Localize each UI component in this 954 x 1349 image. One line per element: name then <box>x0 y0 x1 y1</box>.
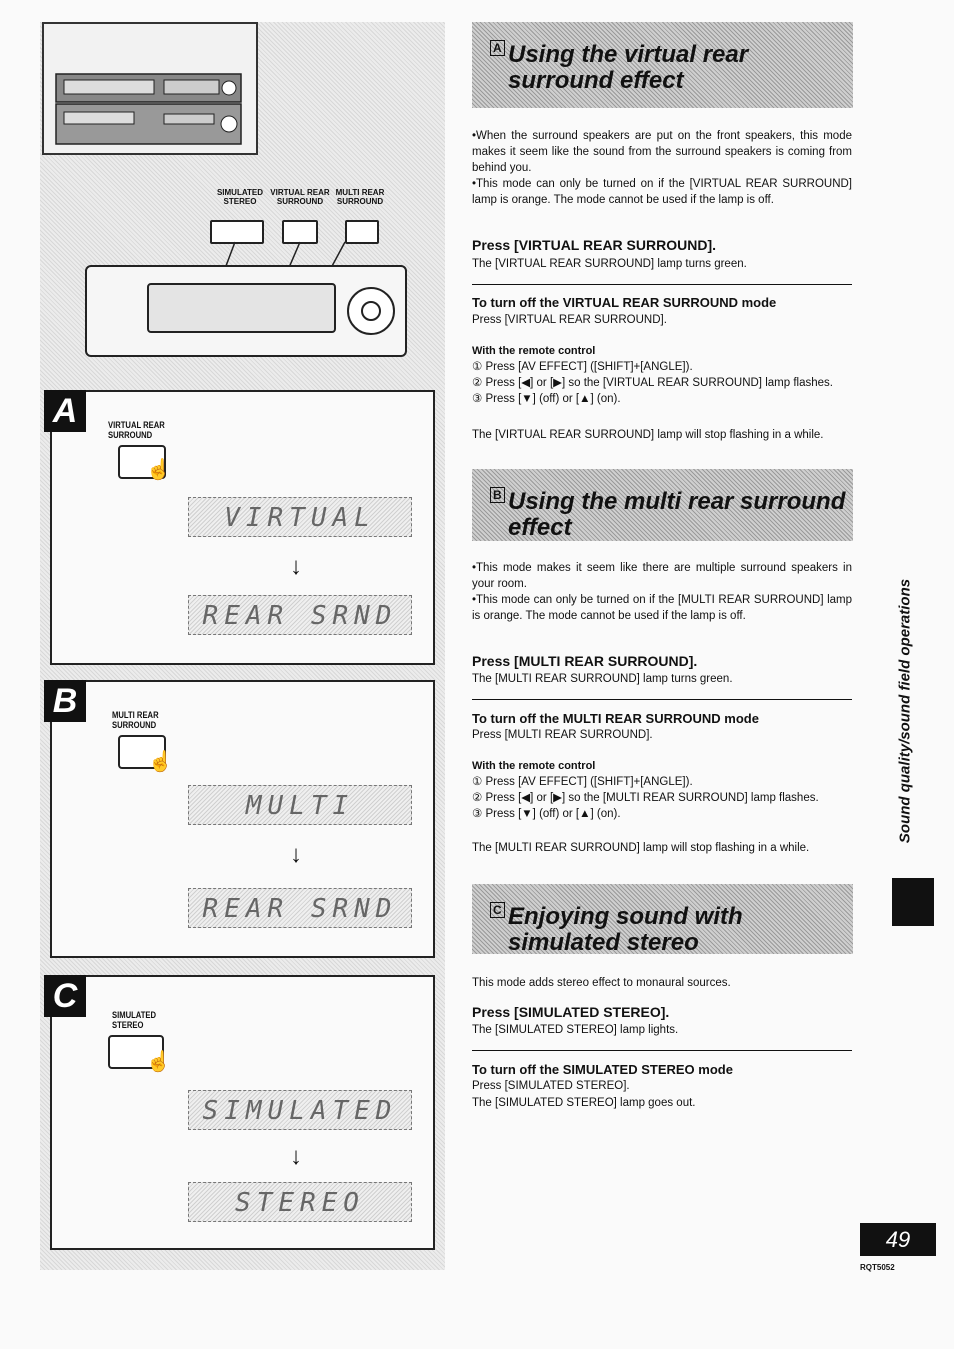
volume-knob-icon <box>347 287 395 335</box>
section-a-remote-steps <box>472 359 852 407</box>
pressing-hand-icon: ☝ <box>146 459 171 481</box>
section-b-off-text: Press [MULTI REAR SURROUND]. <box>472 729 653 741</box>
section-b-header <box>472 469 853 541</box>
document-code: RQT5052 <box>860 1263 895 1272</box>
section-c-off-heading: To turn off the SIMULATED STEREO mode <box>472 1062 733 1077</box>
panel-b-button-label-line1: MULTI REAR <box>112 710 159 720</box>
panel-a-display-before: VIRTUAL <box>188 497 412 537</box>
section-c-badge: C <box>490 902 505 918</box>
panel-c-button-label-line1: SIMULATED <box>112 1010 157 1020</box>
system-thumbnail <box>42 22 258 155</box>
arrow-down-icon: ↓ <box>290 1143 302 1170</box>
section-a-badge: A <box>490 40 505 56</box>
section-c-title-text: Enjoying sound with simulated stereo <box>508 903 743 956</box>
arrow-down-icon: ↓ <box>290 553 302 580</box>
section-a-bullet-1: •When the surround speakers are put on the front speakers, this mode makes it seem like the sound from the surround speakers is coming from behind you. <box>472 130 852 174</box>
section-b-badge: B <box>490 487 505 503</box>
section-b-bullet-2-text: This mode can only be turned on if the [MULTI REAR SURROUND] lamp is orange. The mode cannot be used if the lamp is off. <box>472 594 852 622</box>
panel-c-button-label-line2: STEREO <box>112 1020 144 1030</box>
section-a-off-heading: To turn off the VIRTUAL REAR SURROUND mode <box>472 295 777 310</box>
unit-label-line: VIRTUAL REAR <box>270 188 330 197</box>
section-b-press-result: The [MULTI REAR SURROUND] lamp turns green. <box>472 673 733 685</box>
section-c-intro: This mode adds stereo effect to monaural sources. <box>472 977 731 989</box>
section-a-title-text: Using the virtual rear surround effect <box>508 41 749 94</box>
section-c-off-result: The [SIMULATED STEREO] lamp goes out. <box>472 1097 696 1109</box>
panel-a-letter: A <box>44 390 86 432</box>
panel-c-letter: C <box>44 975 86 1017</box>
section-b-remote-heading: With the remote control <box>472 760 596 772</box>
section-b-bullet-1: •This mode makes it seem like there are multiple surround speakers in your room. <box>472 562 852 590</box>
panel-c-button-label <box>112 1010 156 1030</box>
panel-b-display-after: REAR SRND <box>188 888 412 928</box>
section-a-divider <box>472 284 852 285</box>
section-b-press-heading: Press [MULTI REAR SURROUND]. <box>472 653 698 669</box>
unit-label-line: SURROUND <box>336 197 384 206</box>
panel-b-letter: B <box>44 680 86 722</box>
unit-display-window <box>147 283 336 333</box>
unit-label-multi-rear-surround <box>330 188 390 206</box>
section-b-title <box>490 479 846 541</box>
section-b-bullet-2: •This mode can only be turned on if the [MULTI REAR SURROUND] lamp is orange. The mode cannot be used if the lamp is off. <box>472 594 852 622</box>
section-a-press-result: The [VIRTUAL REAR SURROUND] lamp turns green. <box>472 258 747 270</box>
stereo-system-icon <box>44 24 256 153</box>
section-a-bullet-1-text: When the surround speakers are put on the front speakers, this mode makes it seem like the sound from the surround speakers is coming from behind you. <box>472 130 852 174</box>
unit-label-line: STEREO <box>223 197 257 206</box>
section-c-header <box>472 884 853 954</box>
section-b-remote-steps <box>472 774 852 822</box>
section-a-remote-heading: With the remote control <box>472 345 596 357</box>
side-tab-marker <box>892 878 934 926</box>
remote-step: ② Press [◀] or [▶] so the [VIRTUAL REAR SURROUND] lamp flashes. <box>472 377 833 389</box>
side-tab-text: Sound quality/sound field operations <box>896 578 914 844</box>
unit-label-simulated-stereo <box>210 188 270 206</box>
remote-step: ① Press [AV EFFECT] ([SHIFT]+[ANGLE]). <box>472 776 693 788</box>
pressing-hand-icon: ☝ <box>148 751 173 773</box>
section-a-bullet-2: •This mode can only be turned on if the [VIRTUAL REAR SURROUND] lamp is orange. The mode cannot be used if the lamp is off. <box>472 178 852 206</box>
section-b-bullet-1-text: This mode makes it seem like there are multiple surround speakers in your room. <box>472 562 852 590</box>
remote-step: ① Press [AV EFFECT] ([SHIFT]+[ANGLE]). <box>472 361 693 373</box>
panel-c-display-before: SIMULATED <box>188 1090 412 1130</box>
section-c-press-heading: Press [SIMULATED STEREO]. <box>472 1004 670 1020</box>
section-b-off-heading: To turn off the MULTI REAR SURROUND mode <box>472 711 759 726</box>
section-a-title <box>490 32 840 94</box>
remote-step: ③ Press [▼] (off) or [▲] (on). <box>472 808 621 820</box>
section-a-header <box>472 22 853 108</box>
remote-step: ② Press [◀] or [▶] so the [MULTI REAR SURROUND] lamp flashes. <box>472 792 819 804</box>
unit-label-line: SURROUND <box>276 197 324 206</box>
unit-label-virtual-rear-surround <box>270 188 330 206</box>
panel-a-button-label-line1: VIRTUAL REAR <box>108 420 165 430</box>
unit-label-line: MULTI REAR <box>335 188 385 197</box>
section-b-divider <box>472 699 852 700</box>
panel-b-button-label <box>112 710 159 730</box>
stereo-unit-front <box>85 265 407 357</box>
section-b-title-text: Using the multi rear surround effect <box>508 488 846 541</box>
pressing-hand-icon: ☝ <box>146 1051 171 1073</box>
panel-a-button-label <box>108 420 165 440</box>
section-a-bullet-2-text: This mode can only be turned on if the [VIRTUAL REAR SURROUND] lamp is orange. The mode cannot be used if the lamp is off. <box>472 178 852 206</box>
section-a-remote-note: The [VIRTUAL REAR SURROUND] lamp will stop flashing in a while. <box>472 429 824 441</box>
remote-step: ③ Press [▼] (off) or [▲] (on). <box>472 393 621 405</box>
panel-a-display-after: REAR SRND <box>188 595 412 635</box>
arrow-down-icon: ↓ <box>290 841 302 868</box>
section-c-off-text: Press [SIMULATED STEREO]. <box>472 1080 630 1092</box>
section-c-title <box>490 894 840 956</box>
section-c-divider <box>472 1050 852 1051</box>
section-c-press-result: The [SIMULATED STEREO] lamp lights. <box>472 1024 679 1036</box>
section-b-remote-note: The [MULTI REAR SURROUND] lamp will stop flashing in a while. <box>472 842 810 854</box>
unit-label-line: SIMULATED <box>216 188 264 197</box>
section-a-off-text: Press [VIRTUAL REAR SURROUND]. <box>472 314 667 326</box>
section-a-press-heading: Press [VIRTUAL REAR SURROUND]. <box>472 237 716 253</box>
panel-c-display-after: STEREO <box>188 1182 412 1222</box>
panel-b-button-label-line2: SURROUND <box>112 720 157 730</box>
panel-a-button-label-line2: SURROUND <box>108 430 153 440</box>
panel-b-display-before: MULTI <box>188 785 412 825</box>
unit-button-labels <box>210 188 390 212</box>
page-number: 49 <box>860 1223 936 1256</box>
